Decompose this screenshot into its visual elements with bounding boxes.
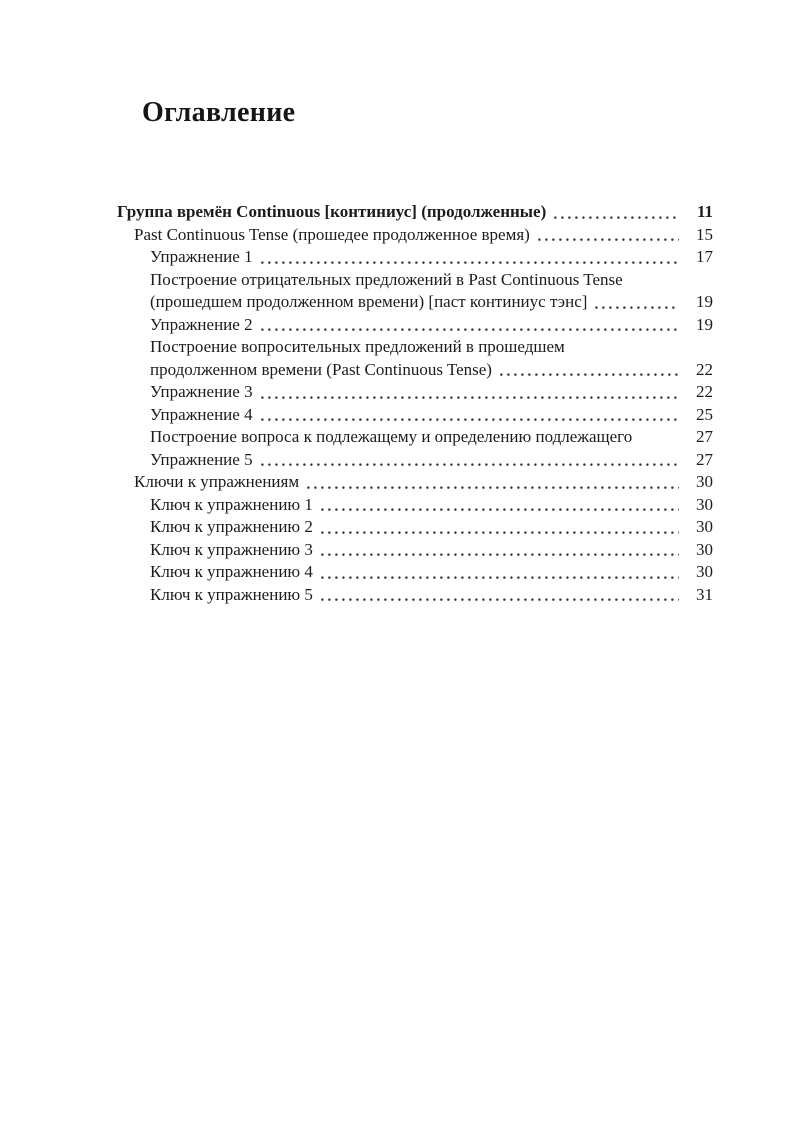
- toc-entry-title: Упражнение 2: [150, 314, 253, 334]
- dot-leader: [321, 553, 679, 561]
- toc-page-number: 30: [696, 517, 713, 536]
- toc-entry-line: [117, 246, 713, 269]
- toc-entry-line: [117, 449, 713, 472]
- toc-entry-line: [117, 381, 713, 404]
- page-title: Оглавление: [142, 97, 296, 128]
- dot-leader: [261, 418, 679, 426]
- toc-entry-title: Ключи к упражнениям: [134, 472, 300, 491]
- toc-entry-line: [117, 516, 713, 539]
- toc-page-number: 22: [696, 359, 713, 379]
- toc-entry-line: [117, 539, 713, 562]
- toc-entry-title: Ключ к упражнению 3: [150, 539, 313, 559]
- toc-entry-line: [117, 471, 713, 494]
- toc-entry-line: [117, 291, 713, 314]
- toc-entry-title: Построение вопросительных предложений в прошедшем: [150, 337, 565, 356]
- toc-entry: [117, 449, 713, 472]
- toc-entry: [117, 584, 713, 607]
- toc-entry-title: Ключ к упражнению 5: [150, 584, 313, 604]
- toc-entry-line: [117, 224, 713, 247]
- toc-entry-title: Упражнение 3: [150, 382, 253, 401]
- toc-entry-line: [117, 314, 713, 337]
- toc-entry: [117, 494, 713, 517]
- dot-leader: [321, 508, 679, 516]
- toc-page-number: 15: [696, 224, 713, 244]
- toc-page-number: 31: [696, 584, 713, 604]
- toc-page-number: 30: [696, 494, 713, 514]
- toc-entry-title: Ключ к упражнению 4: [150, 562, 313, 581]
- dot-leader: [307, 486, 679, 494]
- dot-leader: [261, 261, 679, 269]
- toc-page-number: 25: [696, 404, 713, 424]
- toc-entry-title: Упражнение 1: [150, 247, 253, 266]
- dot-leader: [321, 598, 679, 606]
- toc-page-number: 27: [696, 427, 713, 446]
- toc-entry-line: [117, 336, 713, 359]
- toc-entry: [117, 336, 713, 381]
- dot-leader: [538, 238, 679, 246]
- table-of-contents: [117, 201, 713, 606]
- toc-entry-line: [117, 426, 713, 449]
- toc-entry-title: Past Continuous Tense (прошедее продолженное время): [134, 224, 530, 244]
- toc-entry-title: Ключ к упражнению 1: [150, 494, 313, 514]
- toc-entry-title: продолженном времени (Past Continuous Tense): [150, 359, 492, 379]
- dot-leader: [261, 396, 679, 404]
- toc-entry: [117, 426, 713, 449]
- toc-entry-title: Упражнение 4: [150, 404, 253, 424]
- toc-page-number: 19: [696, 314, 713, 334]
- toc-entry: [117, 539, 713, 562]
- toc-entry: [117, 246, 713, 269]
- toc-entry-title: Упражнение 5: [150, 449, 253, 469]
- toc-entry-line: [117, 359, 713, 382]
- toc-page-number: 17: [696, 247, 713, 266]
- toc-page-number: 11: [696, 202, 713, 221]
- dot-leader: [321, 576, 679, 584]
- toc-entry-line: [117, 269, 713, 292]
- toc-entry: [117, 404, 713, 427]
- toc-entry-title: (прошедшем продолженном времени) [паст континиус тэнс]: [150, 292, 588, 311]
- dot-leader: [595, 306, 679, 314]
- toc-entry-title: Построение вопроса к подлежащему и определению подлежащего: [150, 427, 633, 446]
- dot-leader: [261, 463, 679, 471]
- toc-entry-line: [117, 494, 713, 517]
- toc-entry-title: Группа времён Continuous [континиус] (продолженные): [117, 202, 547, 221]
- toc-entry: [117, 201, 713, 224]
- toc-entry-title: Построение отрицательных предложений в Past Continuous Tense: [150, 269, 623, 289]
- toc-page-number: 30: [696, 472, 713, 491]
- toc-entry: [117, 561, 713, 584]
- dot-leader: [640, 441, 679, 449]
- toc-page-number: 30: [696, 539, 713, 559]
- toc-entry: [117, 516, 713, 539]
- toc-entry: [117, 471, 713, 494]
- toc-entry: [117, 269, 713, 314]
- toc-entry: [117, 314, 713, 337]
- toc-entry: [117, 224, 713, 247]
- dot-leader: [554, 216, 679, 224]
- toc-page-number: 19: [696, 292, 713, 311]
- toc-entry-title: Ключ к упражнению 2: [150, 517, 313, 536]
- toc-page-number: 27: [696, 449, 713, 469]
- dot-leader: [500, 373, 679, 381]
- toc-entry-line: [117, 561, 713, 584]
- toc-page-number: 30: [696, 562, 713, 581]
- dot-leader: [261, 328, 679, 336]
- toc-entry-line: [117, 404, 713, 427]
- toc-entry-line: [117, 584, 713, 607]
- toc-entry-line: [117, 201, 713, 224]
- dot-leader: [321, 531, 679, 539]
- toc-page-number: 22: [696, 382, 713, 401]
- toc-entry: [117, 381, 713, 404]
